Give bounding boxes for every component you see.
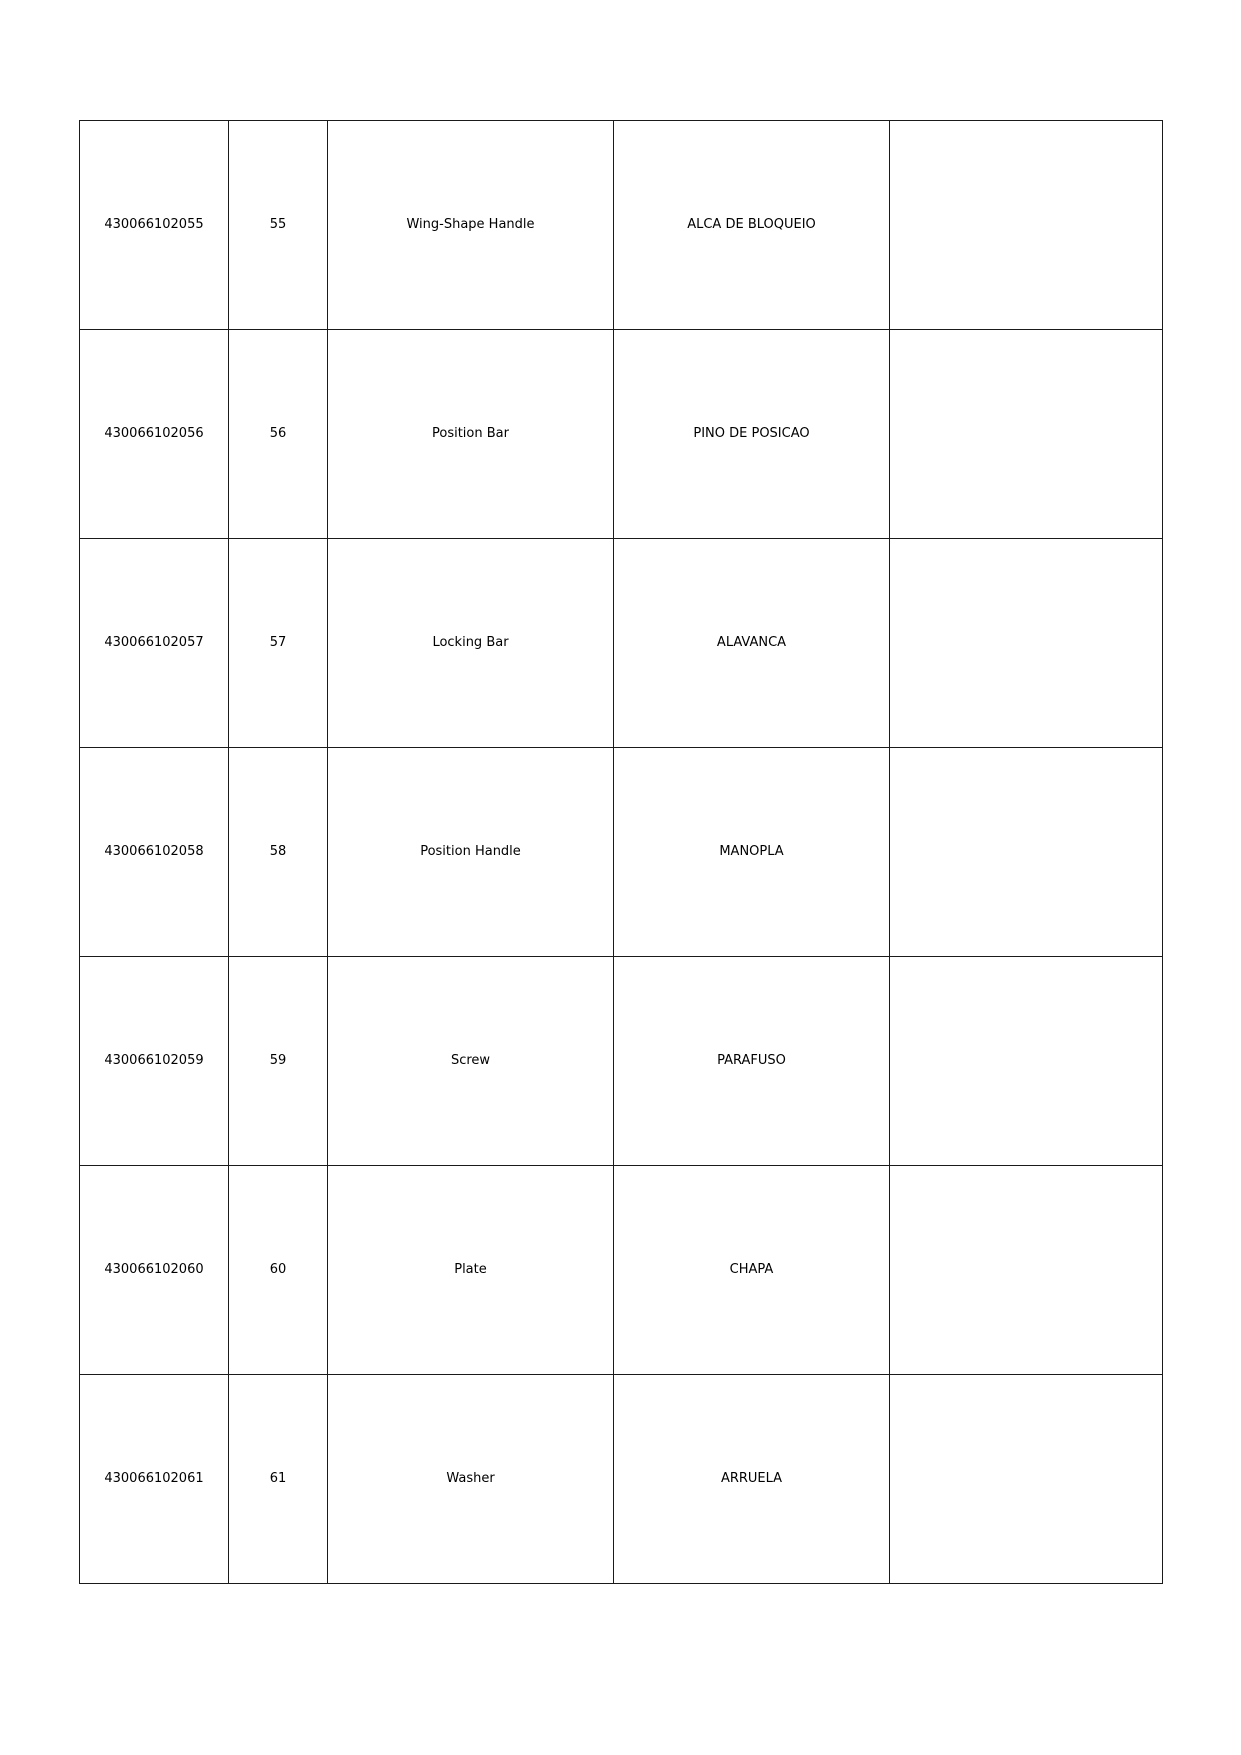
- description-pt-cell: ARRUELA: [614, 1375, 890, 1584]
- part-code-cell: 430066102061: [80, 1375, 229, 1584]
- description-pt-cell: PARAFUSO: [614, 957, 890, 1166]
- description-en-cell: Position Handle: [328, 748, 614, 957]
- table-row: [80, 539, 1163, 748]
- table-row: [80, 957, 1163, 1166]
- description-en-cell: Plate: [328, 1166, 614, 1375]
- empty-cell: [890, 748, 1163, 957]
- item-number-cell: 60: [229, 1166, 328, 1375]
- part-code-cell: 430066102059: [80, 957, 229, 1166]
- part-code-cell: 430066102060: [80, 1166, 229, 1375]
- description-en-cell: Locking Bar: [328, 539, 614, 748]
- empty-cell: [890, 121, 1163, 330]
- part-code-cell: 430066102057: [80, 539, 229, 748]
- item-number-cell: 56: [229, 330, 328, 539]
- item-number-cell: 57: [229, 539, 328, 748]
- table-row: [80, 121, 1163, 330]
- part-code-cell: 430066102058: [80, 748, 229, 957]
- description-en-cell: Position Bar: [328, 330, 614, 539]
- item-number-cell: 61: [229, 1375, 328, 1584]
- item-number-cell: 58: [229, 748, 328, 957]
- table-row: [80, 1166, 1163, 1375]
- empty-cell: [890, 1166, 1163, 1375]
- part-code-cell: 430066102055: [80, 121, 229, 330]
- description-pt-cell: ALAVANCA: [614, 539, 890, 748]
- empty-cell: [890, 1375, 1163, 1584]
- table-row: [80, 1375, 1163, 1584]
- description-pt-cell: CHAPA: [614, 1166, 890, 1375]
- empty-cell: [890, 330, 1163, 539]
- description-en-cell: Washer: [328, 1375, 614, 1584]
- description-pt-cell: MANOPLA: [614, 748, 890, 957]
- parts-table: [79, 120, 1163, 1584]
- item-number-cell: 59: [229, 957, 328, 1166]
- description-en-cell: Screw: [328, 957, 614, 1166]
- description-en-cell: Wing-Shape Handle: [328, 121, 614, 330]
- description-pt-cell: PINO DE POSICAO: [614, 330, 890, 539]
- table-row: [80, 748, 1163, 957]
- item-number-cell: 55: [229, 121, 328, 330]
- table-row: [80, 330, 1163, 539]
- empty-cell: [890, 957, 1163, 1166]
- description-pt-cell: ALCA DE BLOQUEIO: [614, 121, 890, 330]
- part-code-cell: 430066102056: [80, 330, 229, 539]
- empty-cell: [890, 539, 1163, 748]
